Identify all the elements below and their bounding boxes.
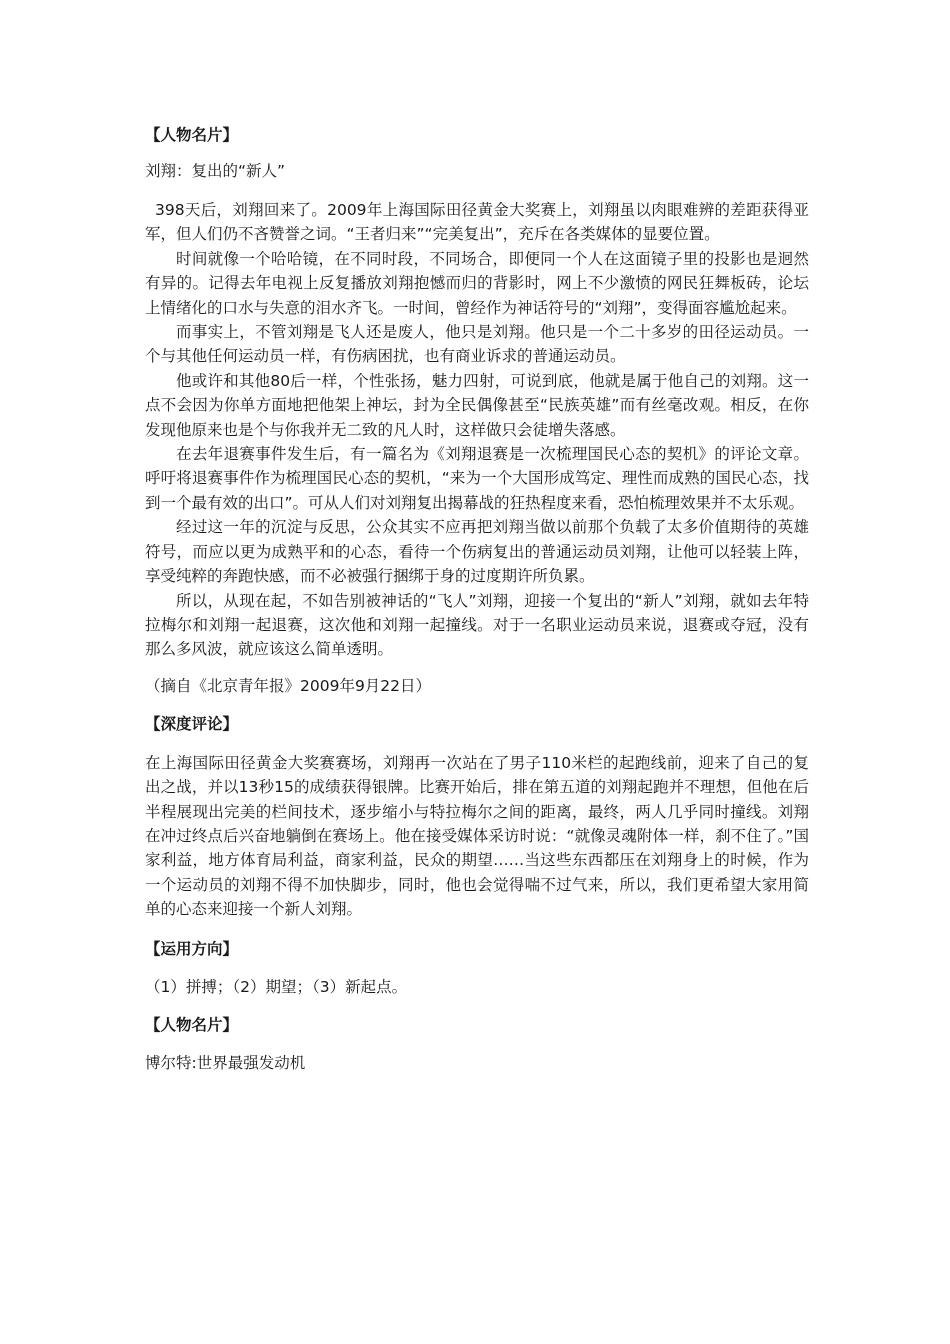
body-paragraph: 所以，从现在起，不如告别被神话的“飞人”刘翔，迎接一个复出的“新人”刘翔，就如去年特拉梅尔和刘翔一起退赛，这次他和刘翔一起撞线。对于一名职业运动员来说，退赛或夺冠，没有那么多风波，就应该这么简单透明。	[145, 591, 809, 659]
document-page	[145, 124, 809, 1074]
application-points: （1）拼搏；（2）期望；（3）新起点。	[145, 977, 408, 996]
body-paragraph: 而事实上，不管刘翔是飞人还是废人，他只是刘翔。他只是一个二十多岁的田径运动员。一个与其他任何运动员一样，有伤病困扰，也有商业诉求的普通运动员。	[145, 323, 809, 366]
commentary-paragraph: 在上海国际田径黄金大奖赛赛场，刘翔再一次站在了男子110米栏的起跑线前，迎来了自己的复出之战，并以13秒15的成绩获得银牌。比赛开始后，排在第五道的刘翔起跑并不理想，但他在后半程展现出完美的栏间技术，逐步缩小与特拉梅尔之间的距离，最终，两人几乎同时撞线。刘翔在冲过终点后兴奋地躺倒在赛场上。他在接受媒体采访时说：“就像灵魂附体一样，刹不住了。”国家利益，地方体育局利益，商家利益，民众的期望……当这些东西都压在刘翔身上的时候，作为一个运动员的刘翔不得不加快脚步，同时，他也会觉得喘不过气来，所以，我们更希望大家用简单的心态来迎接一个新人刘翔。	[145, 753, 809, 919]
section-heading-profile-2: 【人物名片】	[145, 1015, 239, 1034]
body-paragraph: 时间就像一个哈哈镜，在不同时段，不同场合，即便同一个人在这面镜子里的投影也是迥然有异的。记得去年电视上反复播放刘翔抱憾而归的背影时，网上不少激愤的网民狂舞板砖，论坛上情绪化的口水与失意的泪水齐飞。一时间，曾经作为神话符号的“刘翔”，变得面容尴尬起来。	[145, 249, 809, 317]
section-subtitle: 刘翔：复出的“新人”	[145, 162, 286, 180]
body-paragraph: 398天后，刘翔回来了。2009年上海国际田径黄金大奖赛上，刘翔虽以肉眼难辨的差距获得亚军，但人们仍不吝赞誉之词。“王者归来”“完美复出”，充斥在各类媒体的显要位置。	[145, 201, 809, 244]
section-heading-commentary: 【深度评论】	[145, 714, 239, 733]
section-subtitle-2: 博尔特:世界最强发动机	[145, 1053, 306, 1072]
body-paragraph: 他或许和其他80后一样，个性张扬，魅力四射，可说到底，他就是属于他自己的刘翔。这一点不会因为你单方面地把他架上神坛，封为全民偶像甚至“民族英雄”而有丝毫改观。相反，在你发现他原来也是个与你我并无二致的凡人时，这样做只会徒增失落感。	[145, 371, 809, 439]
body-paragraph: 经过这一年的沉淀与反思，公众其实不应再把刘翔当做以前那个负载了太多价值期待的英雄符号，而应以更为成熟平和的心态，看待一个伤病复出的普通运动员刘翔，让他可以轻装上阵，享受纯粹的奔跑快感，而不必被强行捆绑于身的过度期许所负累。	[145, 518, 809, 586]
section-heading-profile: 【人物名片】	[145, 126, 239, 144]
section-heading-application: 【运用方向】	[145, 939, 239, 958]
source-citation: （摘自《北京青年报》2009年9月22日）	[145, 676, 432, 695]
body-paragraph: 在去年退赛事件发生后，有一篇名为《刘翔退赛是一次梳理国民心态的契机》的评论文章。呼吁将退赛事件作为梳理国民心态的契机，“来为一个大国形成笃定、理性而成熟的国民心态，找到一个最有效的出口”。可从人们对刘翔复出揭幕战的狂热程度来看，恐怕梳理效果并不太乐观。	[145, 445, 809, 512]
